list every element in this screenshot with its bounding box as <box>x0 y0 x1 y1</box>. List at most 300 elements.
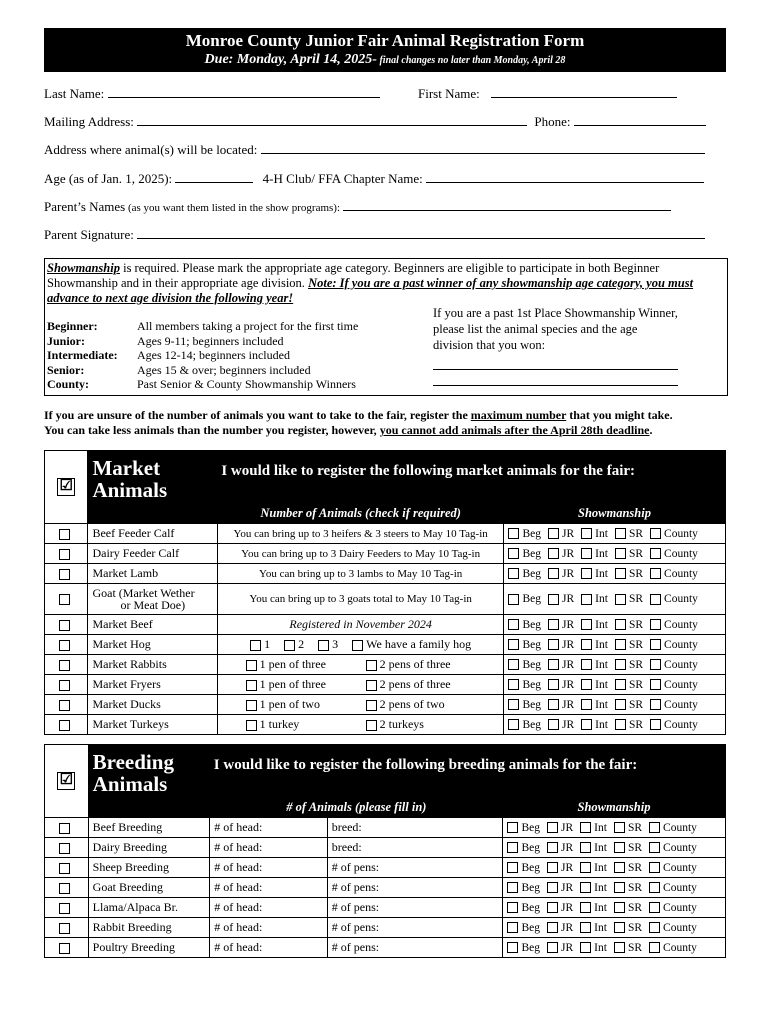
row-select-cell <box>45 938 89 958</box>
showmanship-checkbox[interactable] <box>615 594 626 605</box>
showmanship-option: Int <box>581 719 608 731</box>
showmanship-checkbox[interactable] <box>615 528 626 539</box>
showmanship-options <box>504 584 726 615</box>
animal-count <box>217 715 504 735</box>
animal-name: Rabbit Breeding <box>88 918 210 938</box>
table-row <box>45 584 726 615</box>
showmanship-checkbox[interactable] <box>649 942 660 953</box>
showmanship-checkbox[interactable] <box>507 862 518 873</box>
showmanship-checkbox[interactable] <box>548 719 559 730</box>
age-field[interactable] <box>175 171 253 183</box>
showmanship-option: Int <box>580 922 607 934</box>
showmanship-checkbox[interactable] <box>581 659 592 670</box>
row-checkbox[interactable] <box>59 883 70 894</box>
showmanship-option: Beg <box>508 719 541 731</box>
count-checkbox[interactable] <box>246 720 257 731</box>
table-row <box>45 858 726 878</box>
first-name-field[interactable] <box>491 86 677 98</box>
first-name-row <box>418 86 677 102</box>
head-count-field[interactable]: # of head: <box>210 918 327 938</box>
showmanship-option: Beg <box>508 528 541 540</box>
showmanship-checkbox[interactable] <box>614 902 625 913</box>
row-select-cell <box>45 715 88 735</box>
showmanship-option: Int <box>580 822 607 834</box>
showmanship-option: JR <box>548 619 574 631</box>
row-select-cell <box>45 918 89 938</box>
showmanship-checkbox[interactable] <box>615 699 626 710</box>
showmanship-checkbox[interactable] <box>649 822 660 833</box>
showmanship-option: SR <box>615 719 643 731</box>
breeding-heading: I would like to register the following breeding animals for the fair: <box>210 745 726 798</box>
row-select-cell <box>45 695 88 715</box>
parent-signature-field[interactable] <box>137 227 705 239</box>
showmanship-checkbox[interactable] <box>548 679 559 690</box>
market-heading: I would like to register the following market animals for the fair: <box>217 451 725 504</box>
showmanship-checkbox[interactable] <box>650 639 661 650</box>
row-select-cell <box>45 564 88 584</box>
showmanship-checkbox[interactable] <box>650 679 661 690</box>
showmanship-checkbox[interactable] <box>614 922 625 933</box>
showmanship-checkbox[interactable] <box>548 568 559 579</box>
showmanship-option: JR <box>548 659 574 671</box>
breed-or-pens-field[interactable]: # of pens: <box>327 918 503 938</box>
showmanship-option: JR <box>548 548 574 560</box>
showmanship-option: SR <box>615 699 643 711</box>
table-row <box>45 655 726 675</box>
showmanship-checkbox[interactable] <box>547 942 558 953</box>
showmanship-checkbox[interactable] <box>547 822 558 833</box>
count-checkbox[interactable] <box>250 640 261 651</box>
animal-name: Market Ducks <box>88 695 217 715</box>
age-label: Age (as of Jan. 1, 2025): <box>44 171 173 186</box>
head-count-field[interactable]: # of head: <box>210 898 327 918</box>
showmanship-checkbox[interactable] <box>548 659 559 670</box>
showmanship-option: Int <box>581 619 608 631</box>
animal-name: Dairy Breeding <box>88 838 210 858</box>
showmanship-checkbox[interactable] <box>508 619 519 630</box>
showmanship-option: Beg <box>508 639 541 651</box>
showmanship-checkbox[interactable] <box>508 719 519 730</box>
breed-or-pens-field[interactable]: # of pens: <box>327 898 503 918</box>
showmanship-checkbox[interactable] <box>507 842 518 853</box>
showmanship-checkbox[interactable] <box>614 942 625 953</box>
showmanship-checkbox[interactable] <box>508 679 519 690</box>
showmanship-checkbox[interactable] <box>650 619 661 630</box>
showmanship-option: Beg <box>507 842 540 854</box>
count-checkbox[interactable] <box>366 680 377 691</box>
showmanship-checkbox[interactable] <box>580 902 591 913</box>
last-name-row <box>44 86 380 102</box>
animal-count <box>217 695 504 715</box>
animal-name: Goat Breeding <box>88 878 210 898</box>
row-select-cell <box>45 878 89 898</box>
showmanship-checkbox[interactable] <box>649 862 660 873</box>
showmanship-option: SR <box>614 942 642 954</box>
animal-count <box>217 635 504 655</box>
showmanship-checkbox[interactable] <box>614 822 625 833</box>
row-select-cell <box>45 584 88 615</box>
count-checkbox[interactable] <box>318 640 329 651</box>
showmanship-option: JR <box>547 862 573 874</box>
row-select-cell <box>45 635 88 655</box>
showmanship-checkbox[interactable] <box>508 594 519 605</box>
showmanship-checkbox[interactable] <box>547 862 558 873</box>
row-checkbox[interactable] <box>59 620 70 631</box>
breeding-title-cell: Breeding Animals <box>88 745 210 798</box>
showmanship-checkbox[interactable] <box>614 862 625 873</box>
showmanship-checkbox[interactable] <box>507 922 518 933</box>
showmanship-option: Beg <box>508 593 541 605</box>
showmanship-checkbox[interactable] <box>507 902 518 913</box>
club-field[interactable] <box>426 171 704 183</box>
showmanship-checkbox[interactable] <box>615 659 626 670</box>
showmanship-checkbox[interactable] <box>615 619 626 630</box>
animal-count: You can bring up to 3 Dairy Feeders to May 10 Tag-in <box>217 544 504 564</box>
row-select-cell <box>45 675 88 695</box>
table-row <box>45 524 726 544</box>
count-option: 1 pen of two <box>246 697 366 712</box>
check-icon[interactable]: ☑ <box>57 772 75 790</box>
showmanship-options <box>504 715 726 735</box>
showmanship-option: Int <box>581 593 608 605</box>
showmanship-option: SR <box>615 568 643 580</box>
showmanship-checkbox[interactable] <box>547 842 558 853</box>
showmanship-option: Int <box>581 548 608 560</box>
showmanship-checkbox[interactable] <box>580 842 591 853</box>
showmanship-checkbox[interactable] <box>548 639 559 650</box>
family-hog-checkbox[interactable] <box>352 640 363 651</box>
showmanship-checkbox[interactable] <box>508 699 519 710</box>
row-checkbox[interactable] <box>59 594 70 605</box>
table-row <box>45 878 726 898</box>
showmanship-option: SR <box>615 593 643 605</box>
showmanship-option: Int <box>581 679 608 691</box>
showmanship-checkbox[interactable] <box>580 922 591 933</box>
showmanship-option: County <box>650 568 698 580</box>
animal-location-label: Address where animal(s) will be located: <box>44 142 258 157</box>
showmanship-option: County <box>650 593 698 605</box>
showmanship-option: County <box>650 548 698 560</box>
showmanship-option: Int <box>580 902 607 914</box>
showmanship-option: Int <box>580 882 607 894</box>
showmanship-option: Beg <box>507 922 540 934</box>
showmanship-option: Int <box>581 659 608 671</box>
row-checkbox[interactable] <box>59 700 70 711</box>
table-row <box>45 635 726 655</box>
showmanship-option: County <box>649 902 697 914</box>
showmanship-option: County <box>649 922 697 934</box>
row-select-cell <box>45 818 89 838</box>
showmanship-checkbox[interactable] <box>650 528 661 539</box>
market-title-cell: Market Animals <box>88 451 217 504</box>
count-option: 2 pens of three <box>366 657 476 672</box>
showmanship-checkbox[interactable] <box>581 568 592 579</box>
showmanship-checkbox[interactable] <box>581 619 592 630</box>
showmanship-options <box>504 695 726 715</box>
count-checkbox[interactable] <box>366 660 377 671</box>
showmanship-checkbox[interactable] <box>580 942 591 953</box>
row-checkbox[interactable] <box>59 720 70 731</box>
showmanship-option: SR <box>615 639 643 651</box>
showmanship-checkbox[interactable] <box>507 942 518 953</box>
showmanship-option: Beg <box>507 822 540 834</box>
animal-name: Market Rabbits <box>88 655 217 675</box>
row-select-cell <box>45 838 89 858</box>
head-count-field[interactable]: # of head: <box>210 858 327 878</box>
parents-names-field[interactable] <box>343 199 671 211</box>
showmanship-option: County <box>649 822 697 834</box>
showmanship-checkbox[interactable] <box>649 882 660 893</box>
count-checkbox[interactable] <box>246 660 257 671</box>
animal-count: Registered in November 2024 <box>217 615 504 635</box>
count-option: 1 pen of three <box>246 657 366 672</box>
count-option: 1 <box>250 639 270 651</box>
count-checkbox[interactable] <box>366 700 377 711</box>
showmanship-checkbox[interactable] <box>580 822 591 833</box>
breed-or-pens-field[interactable]: # of pens: <box>327 938 503 958</box>
head-count-field[interactable]: # of head: <box>210 878 327 898</box>
showmanship-checkbox[interactable] <box>548 528 559 539</box>
showmanship-checkbox[interactable] <box>649 902 660 913</box>
row-checkbox[interactable] <box>59 923 70 934</box>
table-row <box>45 715 726 735</box>
showmanship-options <box>503 898 726 918</box>
table-row <box>45 695 726 715</box>
row-checkbox[interactable] <box>59 529 70 540</box>
showmanship-checkbox[interactable] <box>548 699 559 710</box>
row-checkbox[interactable] <box>59 549 70 560</box>
animal-name: Market Lamb <box>88 564 217 584</box>
row-checkbox[interactable] <box>59 680 70 691</box>
showmanship-option: SR <box>614 842 642 854</box>
showmanship-option: Beg <box>508 548 541 560</box>
form-title-banner <box>44 28 726 72</box>
row-checkbox[interactable] <box>59 640 70 651</box>
showmanship-checkbox[interactable] <box>547 902 558 913</box>
row-checkbox[interactable] <box>59 843 70 854</box>
row-checkbox[interactable] <box>59 943 70 954</box>
animal-name: Market Fryers <box>88 675 217 695</box>
showmanship-checkbox[interactable] <box>615 548 626 559</box>
showmanship-option: Beg <box>508 659 541 671</box>
row-select-cell <box>45 655 88 675</box>
showmanship-checkbox[interactable] <box>614 882 625 893</box>
phone-label: Phone: <box>534 114 571 129</box>
club-label: 4-H Club/ FFA Chapter Name: <box>262 171 423 186</box>
showmanship-checkbox[interactable] <box>508 639 519 650</box>
showmanship-option: Beg <box>508 679 541 691</box>
showmanship-option: Beg <box>508 568 541 580</box>
showmanship-checkbox[interactable] <box>650 659 661 670</box>
parents-names-note: (as you want them listed in the show programs): <box>125 202 341 214</box>
animal-name: Market Beef <box>88 615 217 635</box>
phone-field[interactable] <box>574 114 706 126</box>
animal-count <box>217 675 504 695</box>
showmanship-options <box>503 918 726 938</box>
breed-or-pens-field[interactable]: breed: <box>327 818 503 838</box>
showmanship-option: County <box>650 639 698 651</box>
head-count-field[interactable]: # of head: <box>210 818 327 838</box>
showmanship-checkbox[interactable] <box>547 922 558 933</box>
showmanship-checkbox[interactable] <box>508 659 519 670</box>
table-row <box>45 838 726 858</box>
breed-or-pens-field[interactable]: breed: <box>327 838 503 858</box>
breed-or-pens-field[interactable]: # of pens: <box>327 858 503 878</box>
showmanship-option: Beg <box>508 699 541 711</box>
row-select-cell <box>45 898 89 918</box>
breeding-select-all-cell <box>45 745 89 818</box>
row-checkbox[interactable] <box>59 863 70 874</box>
count-option: 2 turkeys <box>366 717 476 732</box>
animal-name: Goat (Market Wether or Meat Doe) <box>88 584 217 615</box>
mailing-address-label: Mailing Address: <box>44 114 134 129</box>
count-checkbox[interactable] <box>246 680 257 691</box>
animal-location-field[interactable] <box>261 142 705 154</box>
animal-count <box>217 655 504 675</box>
showmanship-options <box>503 938 726 958</box>
showmanship-checkbox[interactable] <box>615 639 626 650</box>
showmanship-checkbox[interactable] <box>615 719 626 730</box>
showmanship-option: County <box>650 528 698 540</box>
showmanship-checkbox[interactable] <box>507 822 518 833</box>
showmanship-option: JR <box>548 679 574 691</box>
showmanship-checkbox[interactable] <box>548 619 559 630</box>
showmanship-option: JR <box>547 842 573 854</box>
parent-signature-row <box>44 227 705 243</box>
showmanship-option: Int <box>580 842 607 854</box>
row-checkbox[interactable] <box>59 823 70 834</box>
showmanship-option: SR <box>615 548 643 560</box>
past-winner-line-2[interactable] <box>433 385 678 386</box>
showmanship-options <box>504 675 726 695</box>
showmanship-checkbox[interactable] <box>650 719 661 730</box>
breeding-animals-table <box>44 744 726 958</box>
showmanship-option: County <box>650 719 698 731</box>
showmanship-checkbox[interactable] <box>580 862 591 873</box>
animal-name: Sheep Breeding <box>88 858 210 878</box>
showmanship-checkbox[interactable] <box>508 548 519 559</box>
showmanship-option: Beg <box>507 902 540 914</box>
showmanship-option: Int <box>581 568 608 580</box>
showmanship-checkbox[interactable] <box>581 528 592 539</box>
showmanship-checkbox[interactable] <box>581 594 592 605</box>
showmanship-options <box>504 655 726 675</box>
mailing-address-row <box>44 114 706 130</box>
showmanship-checkbox[interactable] <box>650 594 661 605</box>
table-row <box>45 564 726 584</box>
count-checkbox[interactable] <box>284 640 295 651</box>
showmanship-checkbox[interactable] <box>548 594 559 605</box>
showmanship-option: County <box>650 699 698 711</box>
showmanship-checkbox[interactable] <box>581 639 592 650</box>
count-checkbox[interactable] <box>246 700 257 711</box>
animal-name: Poultry Breeding <box>88 938 210 958</box>
age-category-descriptions: All members taking a project for the first time Ages 9-11; beginners included Ages 12-14; beginners included Ages 15 & over; beginners included Past Senior & County Showmanship Winners <box>137 319 359 391</box>
showmanship-checkbox[interactable] <box>548 548 559 559</box>
showmanship-option: JR <box>547 922 573 934</box>
showmanship-option: Beg <box>507 862 540 874</box>
showmanship-checkbox[interactable] <box>615 679 626 690</box>
showmanship-checkbox[interactable] <box>547 882 558 893</box>
showmanship-checkbox[interactable] <box>649 842 660 853</box>
animal-name: Market Hog <box>88 635 217 655</box>
showmanship-checkbox[interactable] <box>580 882 591 893</box>
past-winner-line-1[interactable] <box>433 369 678 370</box>
last-name-label: Last Name: <box>44 86 105 101</box>
count-option: 3 <box>318 639 338 651</box>
showmanship-checkbox[interactable] <box>650 699 661 710</box>
count-option: 2 pens of three <box>366 677 476 692</box>
count-option: 1 pen of three <box>246 677 366 692</box>
form-title: Monroe County Junior Fair Animal Registration Form <box>185 31 585 50</box>
parents-names-row <box>44 199 671 215</box>
showmanship-options <box>504 564 726 584</box>
showmanship-checkbox[interactable] <box>614 842 625 853</box>
showmanship-checkbox[interactable] <box>581 699 592 710</box>
showmanship-option: JR <box>548 639 574 651</box>
showmanship-checkbox[interactable] <box>650 548 661 559</box>
age-club-row <box>44 171 704 187</box>
count-checkbox[interactable] <box>366 720 377 731</box>
animal-name: Beef Breeding <box>88 818 210 838</box>
showmanship-option: Int <box>580 942 607 954</box>
showmanship-checkbox[interactable] <box>581 548 592 559</box>
row-checkbox[interactable] <box>59 903 70 914</box>
row-select-cell <box>45 858 89 878</box>
showmanship-checkbox[interactable] <box>650 568 661 579</box>
showmanship-option: County <box>650 659 698 671</box>
row-checkbox[interactable] <box>59 660 70 671</box>
showmanship-checkbox[interactable] <box>581 719 592 730</box>
showmanship-option: Beg <box>507 882 540 894</box>
mailing-address-field[interactable] <box>137 114 527 126</box>
showmanship-checkbox[interactable] <box>507 882 518 893</box>
count-option: 2 pens of two <box>366 697 476 712</box>
count-option: 1 turkey <box>246 717 366 732</box>
head-count-field[interactable]: # of head: <box>210 938 327 958</box>
showmanship-info-box <box>44 258 728 396</box>
showmanship-options <box>503 878 726 898</box>
showmanship-options <box>504 615 726 635</box>
showmanship-option: JR <box>548 699 574 711</box>
breed-or-pens-field[interactable]: # of pens: <box>327 878 503 898</box>
showmanship-option: JR <box>548 568 574 580</box>
showmanship-option: County <box>649 862 697 874</box>
showmanship-checkbox[interactable] <box>581 679 592 690</box>
showmanship-option: Beg <box>507 942 540 954</box>
head-count-field[interactable]: # of head: <box>210 838 327 858</box>
showmanship-checkbox[interactable] <box>615 568 626 579</box>
table-row <box>45 918 726 938</box>
showmanship-checkbox[interactable] <box>649 922 660 933</box>
showmanship-option: JR <box>547 942 573 954</box>
showmanship-checkbox[interactable] <box>508 528 519 539</box>
showmanship-checkbox[interactable] <box>508 568 519 579</box>
showmanship-option: JR <box>548 593 574 605</box>
animal-location-row <box>44 142 705 158</box>
showmanship-options <box>504 544 726 564</box>
showmanship-paragraph: Showmanship is required. Please mark the appropriate age category. Beginners are eligible to participate in both Beginner Showmanship and in their appropriate age division. Note: If you are a past winner of any showmanship age category, you must advance to next age division the following year! <box>47 261 694 305</box>
row-select-cell <box>45 544 88 564</box>
showmanship-option: County <box>649 942 697 954</box>
last-name-field[interactable] <box>108 86 380 98</box>
row-checkbox[interactable] <box>59 569 70 580</box>
check-icon[interactable]: ☑ <box>57 478 75 496</box>
animal-count: You can bring up to 3 goats total to May 10 Tag-in <box>217 584 504 615</box>
showmanship-option: JR <box>548 528 574 540</box>
showmanship-options <box>503 818 726 838</box>
first-name-label: First Name: <box>418 86 480 101</box>
